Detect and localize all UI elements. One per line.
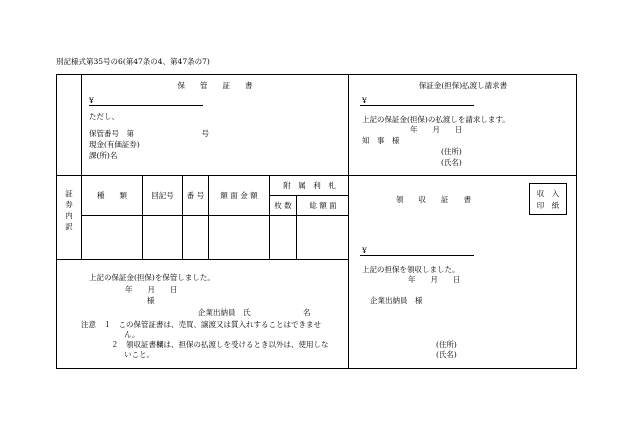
note-1-line-a: 注意 １ この保管証書は、売買、譲渡又は質入れすることはできませ (81, 320, 321, 329)
shoken-uchiwake-label: 証券内訳 (65, 189, 73, 231)
sama-text: 様 (147, 296, 155, 305)
col-kigo: 回記号 (151, 191, 174, 200)
left-yen: ¥ (89, 96, 94, 105)
col-shurui: 種 類 (97, 191, 127, 200)
chiji-sama: 知 事 様 (362, 136, 400, 145)
col-bango: 番 号 (186, 191, 205, 200)
stamp-label-2: 印 紙 (536, 201, 560, 210)
tadashi-text: ただし、 (89, 112, 119, 121)
col-gakumen-kingaku: 額 面 金 額 (220, 191, 258, 200)
fuzoku-sub-line (269, 195, 349, 196)
left-date-line: 年 月 日 (125, 285, 178, 294)
right-date-line-2: 年 月 日 (408, 275, 461, 284)
yen-underline (360, 255, 474, 256)
right-date-line: 年 月 日 (410, 125, 463, 134)
kigyo-suitoin-sama: 企業出納員 様 (370, 296, 423, 305)
received-text: 上記の担保を領収しました。 (362, 265, 460, 274)
right-yen-2: ¥ (362, 246, 367, 255)
table-col-line (208, 175, 209, 259)
table-bottom-line (56, 259, 349, 260)
yen-underline (360, 105, 474, 106)
jusho-label: (住所) (441, 147, 462, 156)
genkin-text: 現金(有価証券) (89, 140, 140, 149)
form-header: 別記様式第35号の6(第47条の4、第47条の7) (56, 57, 210, 66)
yen-underline (89, 105, 203, 106)
kigyo-suitoin-shimei: 企業出納員 氏 名 (198, 308, 311, 317)
stamp-box (529, 183, 567, 215)
stamp-label-1: 収 入 (536, 189, 560, 198)
shimei-label-2: (氏名) (436, 350, 457, 359)
right-yen: ¥ (362, 96, 367, 105)
receipt-title: 領 収 証 書 (396, 195, 471, 204)
note-2-line-b: いこと。 (124, 350, 154, 359)
table-header-line (81, 215, 349, 216)
request-text: 上記の保証金(担保)の払渡しを請求します。 (362, 115, 510, 124)
center-divider (348, 74, 349, 369)
jusho-label-2: (住所) (436, 340, 457, 349)
right-divider-line (348, 175, 577, 176)
table-top-line (56, 175, 349, 176)
table-col-line (142, 175, 143, 259)
ka-text: 課(所)名 (89, 151, 118, 160)
right-title: 保証金(担保)払渡し請求書 (418, 81, 508, 90)
shimei-label: (氏名) (441, 158, 462, 167)
col-maisu: 枚 数 (274, 201, 292, 210)
hokan-statement: 上記の保証金(担保)を保管しました。 (89, 273, 215, 282)
table-col-line (182, 175, 183, 259)
margin-line (81, 74, 82, 259)
left-title: 保 管 証 書 (177, 81, 253, 90)
col-fuzoku: 附 属 利 札 (283, 181, 336, 190)
col-sogakumen: 総 額 面 (309, 201, 337, 210)
note-2-line-a: ２ 領収証書欄は、担保の払渡しを受けるとき以外は、使用しな (111, 340, 329, 349)
note-1-line-b: ん。 (124, 330, 140, 339)
hokan-bango: 保管番号 第 号 (89, 129, 209, 138)
